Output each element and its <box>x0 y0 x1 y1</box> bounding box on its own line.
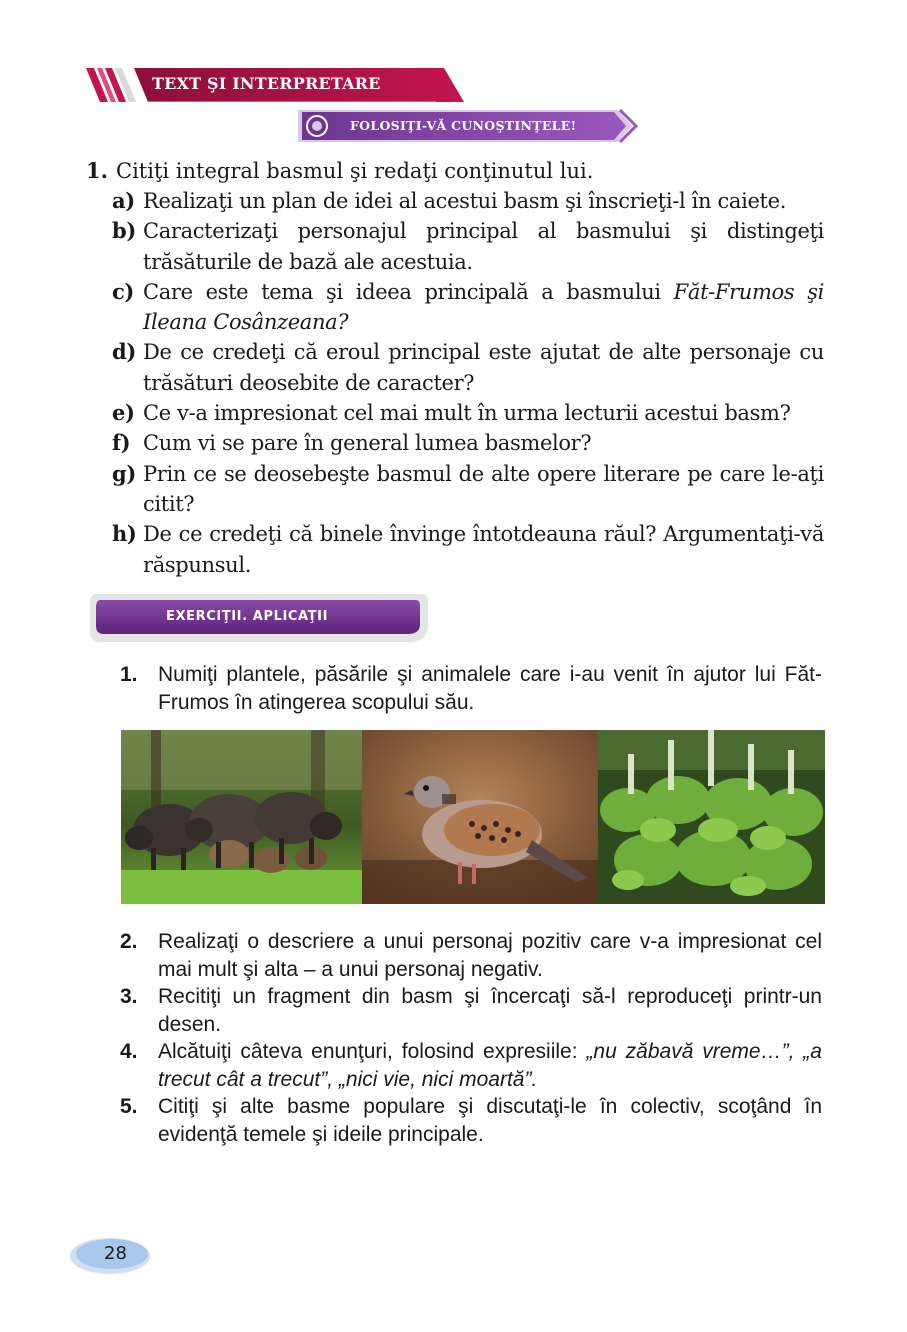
exercises-title: EXERCIŢII. APLICAŢII <box>166 609 329 624</box>
sub-question-b: b) Caracterizaţi personajul principal al basmului şi distingeţi trăsăturile de bază ale acestuia. <box>112 218 824 274</box>
sub-question-d: d) De ce credeţi că eroul principal este ajutat de alte personaje cu trăsături deosebite de caracter? <box>112 339 824 395</box>
page-number: 28 <box>104 1243 127 1264</box>
expressions-text: „nu zăbavă vreme…”, „a trecut cât a trecut”, „nici vie, nici moartă”. <box>158 1040 822 1091</box>
exercise-4: 4. Alcătuiţi câteva enunţuri, folosind expresiile: „nu zăbavă vreme…”, „a trecut cât a trecut”, „nici vie, nici moartă”. <box>120 1040 822 1091</box>
exercise-5: 5. Citiţi şi alte basme populare şi discutaţi-le în colectiv, scoţând în evidenţă temele şi ideile principale. <box>120 1095 822 1146</box>
question-sublist <box>112 186 824 580</box>
exercise-2: 2. Realizaţi o descriere a unui personaj pozitiv care v-a impresionat cel mai mult şi alta – a unui personaj negativ. <box>120 930 822 981</box>
sub-question-a: a) Realizaţi un plan de idei al acestui basm şi înscrieţi-l în caiete. <box>112 188 787 213</box>
question-number: 1. <box>86 158 108 183</box>
stripes-decoration <box>86 68 136 102</box>
exercise-1: 1. Numiţi plantele, păsările şi animalele care i-au venit în ajutor lui Făt-Frumos în atingerea scopului său. <box>120 663 822 714</box>
sub-question-g: g) Prin ce se deosebeşte basmul de alte opere literare pe care le-aţi citit? <box>112 460 824 516</box>
turtle-dove-photo <box>362 730 598 904</box>
question-text: Citiţi integral basmul şi redaţi conţinutul lui. <box>116 159 594 183</box>
tale-title: Făt-Frumos şi Ileana Cosânzeana? <box>143 279 824 335</box>
wild-boars-photo <box>121 730 362 904</box>
sub-question-c: c) Care este tema şi ideea principală a basmului Făt-Frumos şi Ileana Cosânzeana? <box>112 278 824 335</box>
exercise-3: 3. Recitiţi un fragment din basm şi încercaţi să-l reproduceţi printr-un desen. <box>120 985 822 1036</box>
question-main <box>86 156 593 186</box>
sub-question-h: h) De ce credeţi că binele învinge întotdeauna răul? Argumentaţi-vă răspunsul. <box>112 521 824 577</box>
subsection-title: FOLOSIŢI-VĂ CUNOŞTINŢELE! <box>350 118 577 133</box>
basil-plant-photo <box>598 730 825 904</box>
sub-question-e: e) Ce v-a impresionat cel mai mult în urma lecturii acestui basm? <box>112 400 791 426</box>
section-title: TEXT ŞI INTERPRETARE <box>152 74 381 93</box>
photo-strip <box>121 730 825 904</box>
sub-question-f: f) Cum vi se pare în general lumea basmelor? <box>112 430 592 456</box>
